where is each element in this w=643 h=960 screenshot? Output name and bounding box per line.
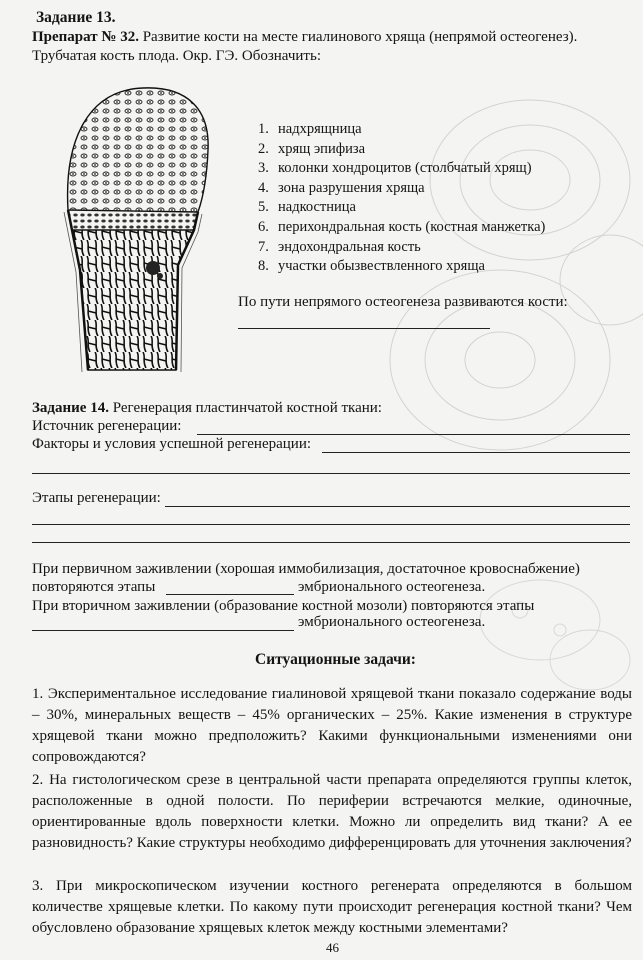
- primary-healing-suffix: эмбрионального остеогенеза.: [298, 579, 486, 595]
- legend-item: 5. надкостница: [258, 199, 356, 216]
- primary-healing-prefix: повторяются этапы: [32, 579, 156, 595]
- page-number: 46: [326, 940, 339, 955]
- factors-answer-line-2[interactable]: [32, 473, 630, 474]
- secondary-answer-line[interactable]: [32, 630, 294, 631]
- factors-answer-line[interactable]: [322, 452, 630, 453]
- source-answer-line[interactable]: [197, 434, 630, 435]
- legend-item: 4. зона разрушения хряща: [258, 179, 425, 196]
- situational-title: Ситуационные задачи:: [255, 651, 416, 668]
- task14-title: Задание 14.: [32, 400, 109, 416]
- question-1: 1. Экспериментальное исследование гиалиновой хрящевой ткани показало содержание воды – 30%, минеральных веществ – 45% органических – 25%. Какие изменения в структуре хрящевой ткани можно предположить? Какими функциональными изменениями они сопровождаются?: [32, 686, 632, 765]
- legend-item: 3. колонки хондроцитов (столбчатый хрящ): [258, 160, 532, 177]
- task13-prep-line: [32, 29, 577, 46]
- legend-item: 2. хрящ эпифиза: [258, 140, 366, 157]
- stages-answer-line-2[interactable]: [32, 524, 630, 525]
- primary-answer-line[interactable]: [166, 594, 294, 595]
- secondary-healing-suffix: эмбрионального остеогенеза.: [298, 614, 486, 630]
- factors-label: Факторы и условия успешной регенерации:: [32, 436, 312, 452]
- secondary-healing-line-1: При вторичном заживлении (образование костной мозоли) повторяются этапы: [32, 598, 535, 614]
- task14-heading: [32, 400, 382, 417]
- task14-subtitle: Регенерация пластинчатой костной ткани:: [108, 400, 382, 416]
- legend-item: 1. надхрящница: [258, 121, 362, 137]
- stages-label: Этапы регенерации:: [32, 490, 161, 506]
- bones-answer-line[interactable]: [238, 328, 490, 329]
- legend-item: 6. перихондральная кость (костная манжетка): [258, 218, 546, 235]
- stages-answer-line-3[interactable]: [32, 542, 630, 543]
- question-3: 3. При микроскопическом изучении костного регенерата определяются в большом количестве хрящевые клетки. По какому пути происходит регенерация костной ткани? Чем обусловлено образование хрящевых клеток между костными элементами?: [32, 878, 632, 936]
- task13-subtitle: Трубчатая кость плода. Окр. ГЭ. Обозначить:: [32, 48, 321, 64]
- bone-drawing: [58, 80, 218, 375]
- task13-prep-label: Препарат № 32.: [32, 29, 139, 45]
- source-label: Источник регенерации:: [32, 418, 182, 434]
- legend-list: [258, 120, 545, 277]
- question-2: 2. На гистологическом срезе в центральной части препарата определяются группы клеток, расположенные в одной полости. По периферии встречаются мелкие, одиночные, ориентированные вдоль поверхности клетки. Можно ли определить вид ткани? А ее разновидность? Какие структуры необходимо дифференцировать для уточнения заключения?: [32, 772, 632, 851]
- primary-healing-line-1: При первичном заживлении (хорошая иммобилизация, достаточное кровоснабжение): [32, 561, 580, 577]
- legend-item: 8. участки обызвествленного хряща: [258, 258, 485, 275]
- legend-item: 7. эндохондральная кость: [258, 238, 421, 255]
- bones-prompt: По пути непрямого остеогенеза развиваются кости:: [238, 294, 568, 310]
- task13-title: Задание 13.: [36, 9, 116, 26]
- stages-answer-line[interactable]: [165, 506, 630, 507]
- task13-prep-text: Развитие кости на месте гиалинового хряща (непрямой остеогенез).: [138, 29, 578, 45]
